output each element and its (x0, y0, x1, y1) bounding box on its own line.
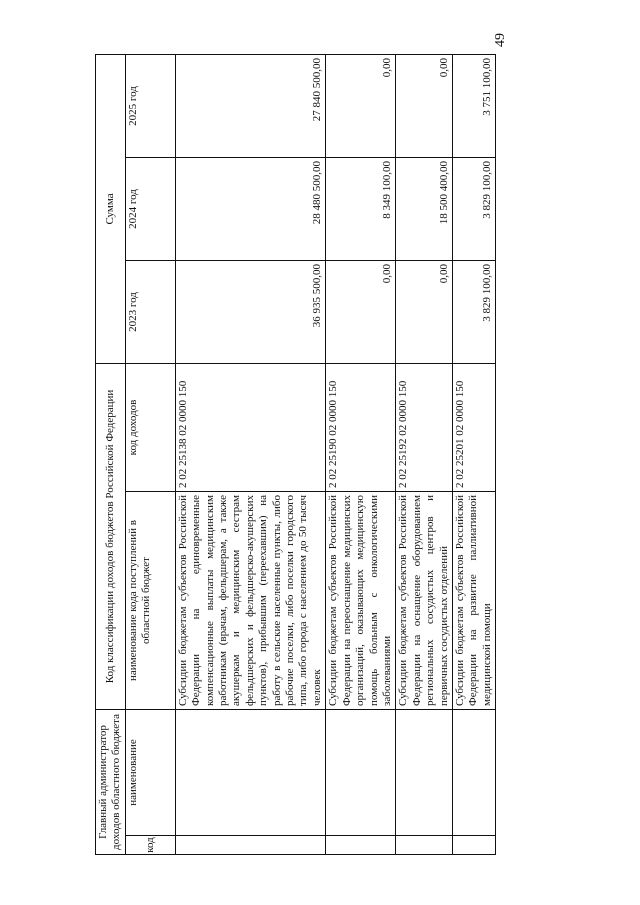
income-code: 2 02 25138 02 0000 150 (175, 363, 325, 491)
income-code: 2 02 25190 02 0000 150 (326, 363, 396, 491)
value-2024: 8 349 100,00 (326, 157, 396, 260)
budget-table (95, 54, 496, 855)
value-2023: 0,00 (396, 260, 453, 363)
value-2025: 0,00 (326, 54, 396, 157)
value-2025: 3 751 100,00 (452, 54, 495, 157)
table-row (452, 54, 495, 854)
value-2024: 28 480 500,00 (175, 157, 325, 260)
value-2024: 18 500 400,00 (396, 157, 453, 260)
admin-name-cell (326, 709, 396, 835)
admin-group-header: Главный администратор доходов областного бюджета (96, 709, 126, 854)
rotated-page (95, 33, 555, 855)
income-description: Субсидии бюджетам субъектов Российской Федерации на переоснащение медицинских организаций, оказывающих медицинскую помощь больным с онкологическими заболеваниями (326, 491, 396, 709)
admin-code-cell (396, 836, 453, 855)
admin-code-cell (175, 836, 325, 855)
year-2023-header: 2023 год (125, 260, 175, 363)
kod-header: код (125, 836, 175, 855)
income-description: Субсидии бюджетам субъектов Российской Федерации на развитие паллиативной медицинской помощи (452, 491, 495, 709)
income-name-header: наименование кода поступлений в областной бюджет (125, 491, 175, 709)
year-2024-header: 2024 год (125, 157, 175, 260)
table-row (396, 54, 453, 854)
sum-group-header: Сумма (96, 54, 126, 363)
value-2023: 3 829 100,00 (452, 260, 495, 363)
income-code-header: код доходов (125, 363, 175, 491)
income-description: Субсидии бюджетам субъектов Российской Федерации на единовременные компенсационные выплаты медицинским работникам (врачам, фельдшерам, а также акушеркам и медицинским сестрам фельдшерских и фельдшерско-акушерских пунктов), прибывшим (переехавшим) на работу в сельские населенные пункты, либо рабочие поселки, либо поселки городского типа, либо города с населением до 50 тысяч человек (175, 491, 325, 709)
value-2025: 27 840 500,00 (175, 54, 325, 157)
value-2023: 0,00 (326, 260, 396, 363)
admin-name-cell (175, 709, 325, 835)
admin-code-cell (452, 836, 495, 855)
table-row (326, 54, 396, 854)
naimenovanie-header: наименование (125, 709, 175, 835)
table-row (175, 54, 325, 854)
income-code: 2 02 25192 02 0000 150 (396, 363, 453, 491)
value-2023: 36 935 500,00 (175, 260, 325, 363)
income-code: 2 02 25201 02 0000 150 (452, 363, 495, 491)
admin-code-cell (326, 836, 396, 855)
classification-group-header: Код классификации доходов бюджетов Российской Федерации (96, 363, 126, 709)
value-2024: 3 829 100,00 (452, 157, 495, 260)
page-number: 49 (493, 33, 508, 47)
income-description: Субсидии бюджетам субъектов Российской Федерации на оснащение оборудованием региональных сосудистых центров и первичных сосудистых отделений (396, 491, 453, 709)
admin-name-cell (396, 709, 453, 835)
admin-name-cell (452, 709, 495, 835)
year-2025-header: 2025 год (125, 54, 175, 157)
value-2025: 0,00 (396, 54, 453, 157)
